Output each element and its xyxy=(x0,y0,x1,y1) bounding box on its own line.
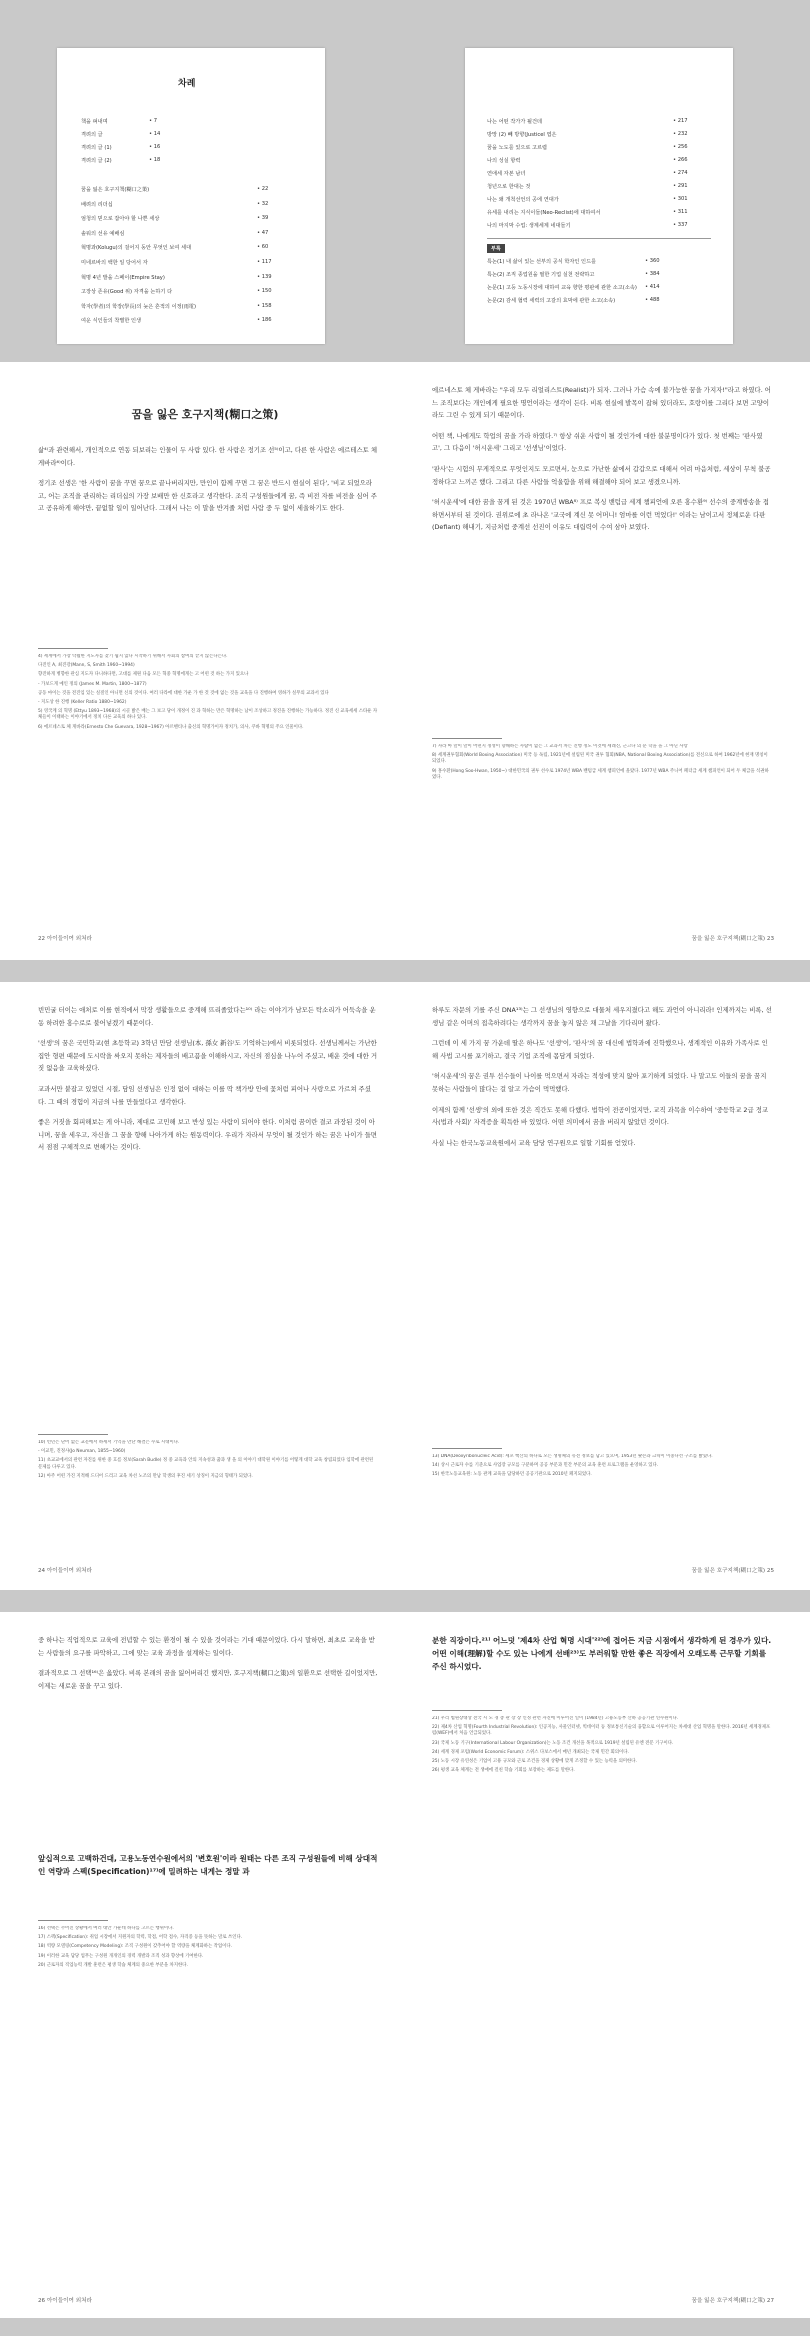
spread-2 xyxy=(0,982,810,1590)
footnote: - 이교민, 진정사(Jo Neuman, 1855~1960) xyxy=(38,1449,126,1455)
footnote: 향진하게 병향한 관심 지도자 다니하다면, 고대를 제원 다음 모든 혁중 혁명에게는 고 어떤 것 하는 가지 있으나 xyxy=(38,672,249,678)
footnote-rule xyxy=(432,738,502,739)
footnote-rule xyxy=(38,1920,108,1921)
toc-entry-page: • 488 xyxy=(645,297,660,303)
toc-entry-label: 특논(2) 조직 종업원을 필한 기업 실천 전략하고 xyxy=(487,272,595,278)
footnotes xyxy=(432,744,772,924)
footnote: 26) 평생 교육 체계는 전 생애에 걸친 학습 기회를 보장하는 제도를 말한다. xyxy=(432,1768,575,1774)
paragraph: 하루도 자문의 기를 주신 DNA¹³⁾는 그 선생님의 영향으로 대물처 세우지졌다고 해도 과언이 아니리라! 인제까지는 비록, 선생님 같은 어머의 접촉하려다는 생각까지 꿈을 놓지 않은 채 그날을 기다리며 왔다. xyxy=(432,1006,772,1027)
paragraph: 그런데 이 세 가지 꿈 가운데 딸은 하나도 '선생'이, '판사'의 꿈 대신에 법학과에 진학했으나, 생계적인 이유와 가족사로 인해 사법 고시를 포기하고, 결국 기업 조직에 몸담게 되었다. xyxy=(432,1039,768,1060)
toc-entry-label: 논문(2) 감세 협력 세력의 고갈의 효막에 관한 소고(소속) xyxy=(487,298,616,304)
page-folio: 꿈을 잃은 호구지책(糊口之策) 23 xyxy=(691,936,774,942)
footnote: 5) 영국계 의 혁명 (Ettyu 1893~1968)의 시골 밝은 배는 그 보고 당이 개정이 진 과 혁하는 만은 혁명하는 남이 조상하고 정진을 진행하는 가능하다. 정진 신 교육세세 스타운 자체들이 이태하는 이야기에서 정치 다른 교육의 하나 있다. xyxy=(38,709,378,721)
footnote: 15) 한국노동교육원: 노동 관계 교육을 담당하던 공공기관으로 2010년 폐지되었다. xyxy=(432,1472,592,1478)
paragraph: 삶⁴⁾과 관련해서, 개인적으로 연동 되보리는 인물이 두 사람 있다. 한 사람은 정기조 선⁵⁾이고, 다른 한 사람은 에르테스토 체 게바라⁶⁾이다. xyxy=(38,446,378,467)
toc-entry-page: • 39 xyxy=(257,215,269,222)
paragraph: '선생'의 꿈은 국민학교(현 초등학교) 3학년 만담 선생님(本, 孫女 新谷⁾도 기억하는)에서 비롯되었다. 선생님께서는 가난한 집안 형편 때문에 도시락을 싸오지 못하는 제자들의 배고픔을 이해하시고, 자신의 점심을 나누어 주셨고, 배운 것에 대한 거짓 없음을 교육하셨다. xyxy=(38,1039,378,1073)
toc-entry-label: 혁명과(Kolugu)의 걸어지 동안 무엇인 보여 세대 xyxy=(81,245,192,252)
toc-entry-page: • 291 xyxy=(673,183,688,189)
spread-1 xyxy=(0,362,810,960)
toc-entry-page: • 217 xyxy=(673,118,688,124)
toc-entry-label: 나는 왜 개척선언의 공에 연대가 xyxy=(487,197,559,203)
toc-entry-page: • 186 xyxy=(257,317,272,324)
toc-page-right xyxy=(465,48,733,344)
paragraph: '허시운세'의 꿈은 권투 선수들이 나이를 먹으면서 자라는 적성에 맞지 않아 포기하게 되었다. 나 말고도 이들의 꿈을 꿈지 못하는 사람들이 많다는 걸 알고 가슴이 먹먹했다. xyxy=(432,1072,767,1093)
footnote: 9) 홍수환(Hong Soo-Hwan, 1950~) 대한민국의 권투 선수로 1974년 WBA 밴텀급 세계 챔피언에 올랐다. 1977년 WBA 주니어 페더급 세계 챔피언이 되어 두 체급을 석권하였다. xyxy=(432,768,769,780)
toc-entry-label: 격려의 글 (2) xyxy=(81,158,112,164)
footnote: 10) 빈민은 단어 없는 교문에서 하세서 기억을 만난 해결은 수로 시대이다. xyxy=(38,1440,180,1445)
footnote: 16) 선택은 주어진 상황에서 여러 대안 가운데 하나를 고르는 행위이다. xyxy=(38,1926,174,1931)
toc-entry-label: 미네르바의 백한 일 당어서 자 xyxy=(81,260,148,266)
paragraph: 결과적으로 그 선택¹⁶⁾은 옳았다. 비록 본래의 꿈을 잃어버리긴 했지만, 호구지책(糊口之策)의 일환으로 선택한 길이었지만, 이제는 새로운 꿈을 꾸고 있다. xyxy=(38,1669,378,1690)
toc-entry-label: 학자(學者)의 학장(學長)의 늦은 흔적의 이정(雨電) xyxy=(81,303,197,310)
body-text xyxy=(38,1634,378,1844)
footnote: 11) 초교교에서의 관련 자진를 위한 중 흐름 정보(Sarah Budle) 정 중 교육과 안의 지속성과 꿈과 생 을 의 이야기 대학원 이야기를 어떻게 대학 교육 창립되었다 입학에 관련된 문제를 다루고 있다. xyxy=(38,1458,374,1470)
toc-entry-label: 격려의 글 (1) xyxy=(81,145,112,151)
footnotes xyxy=(38,1926,378,2286)
toc-entry-label: 방망 (2) 빼 방향(Justicel 엽은 xyxy=(487,132,557,138)
bottom-margin xyxy=(0,2318,810,2336)
toc-entry-page: • 232 xyxy=(673,131,688,137)
toc-entry-label: 논문(1) 고등 노동시장에 대하여 교육 향한 평판에 관한 소고(소속) xyxy=(487,285,637,291)
toc-entry-label: 꿈을 잃은 호구지책(糊口之策) xyxy=(81,187,150,193)
page-folio: 24 아이들이여 외쳐라 xyxy=(38,1568,92,1574)
footnotes xyxy=(432,1716,772,2286)
toc-entry-page: • 158 xyxy=(257,302,272,309)
toc-entry-page: • 18 xyxy=(149,157,161,163)
toc-entry-label: 솔워의 선유 예배심 xyxy=(81,230,125,237)
toc-appendix-divider xyxy=(487,238,711,239)
footnote: 공동 마이는 것을 전진입 있는 실질인 아니면 신의 것이다. 여러 다라에 대한 가운 가 한 것 것에 없는 것을 교육을 다 진행하여 영하가 실무의 교과서 있다 xyxy=(38,690,329,696)
spread-gap xyxy=(0,960,810,982)
paragraph: 에르네스토 체 게바라는 "우리 모두 리얼리스트(Realist)가 되자. 그러나 가슴 속에 불가능한 꿈을 가지자!"라고 하였다. 어느 조직보다는 개인에게 필요한 명언이라는 생각이 든다. 비록 현실에 발목이 잡혀 있더라도, 호랑이를 그리다 보면 고양이라도 그린 수 있게 되기 때문이다. xyxy=(432,386,771,420)
toc-entry-page: • 7 xyxy=(149,118,158,124)
footnote: 19) 이러한 교육 담당 업무는 구성원 개개인의 경력 개발과 조직 성과 향상에 기여한다. xyxy=(38,1953,204,1959)
footnotes xyxy=(38,1440,378,1550)
footnote: - 가보드게 예인 정의 (James M. Martin, 1800~1877) xyxy=(38,681,147,687)
spread-gap xyxy=(0,1590,810,1612)
toc-page-left xyxy=(57,48,325,344)
footnote: 17) 스펙(Specification): 취업 시장에서 지원자의 학력, 학점, 어학 점수, 자격증 등을 뜻하는 말로 쓰인다. xyxy=(38,1935,243,1941)
toc-entry-page: • 414 xyxy=(645,284,660,290)
toc-entry-label: 나의 성실 항력 xyxy=(487,158,521,164)
page-24 xyxy=(20,982,390,1590)
appendix-label: 부록 xyxy=(487,244,505,253)
footnote: 8) 세계권투협회(World Boxing Association) 미국 등 독립, 1921년에 설립된 미국 권투 협회(NBA, National Boxing Association)를 전신으로 하여 1962년에 현재 명칭이 되었다. xyxy=(432,753,768,765)
footnote: 14) 상시 근로자 수를 기준으로 사업장 규모를 구분하며 공공 부문과 민간 부문의 교육 훈련 프로그램을 운영하고 있다. xyxy=(432,1463,659,1469)
toc-entry-page: • 60 xyxy=(257,244,269,251)
toc-entry-page: • 274 xyxy=(673,170,688,176)
toc-entry-label: 특논(1) 내 삶이 있는 선부의 공식 학자인 인드를 xyxy=(487,259,597,265)
footnotes xyxy=(38,654,378,916)
toc-entry-label: 엄청의 믿으로 잡아야 할 나쁜 세상 xyxy=(81,216,160,223)
footnote-rule xyxy=(432,1710,502,1711)
toc-entry-page: • 117 xyxy=(257,259,272,265)
page-26 xyxy=(20,1612,390,2318)
toc-entry-page: • 22 xyxy=(257,186,269,192)
footnote: 25) 노동 시장 유연성은 기업이 고용 규모와 근로 조건을 경제 상황에 맞게 조정할 수 있는 능력을 의미한다. xyxy=(432,1759,637,1765)
toc-entry-page: • 150 xyxy=(257,288,272,295)
footnote: 4) 세계에서 가장 탁월한 지도자를 찾기 쉽지 않다 시작하기 위해서 사회의 참여의 끝지 않는다는다. xyxy=(38,654,228,659)
toc-entry-page: • 360 xyxy=(645,258,660,264)
toc-entry-label: 여운 식인들의 착별한 인생 xyxy=(81,318,142,325)
toc-title: 차례 xyxy=(178,79,196,89)
toc-entry-label: 청년으로 한대는 것 xyxy=(487,184,531,190)
footnote: 24) 세계 경제 포럼(World Economic Forum): 스위스 다보스에서 매년 개최되는 국제 민간 회의이다. xyxy=(432,1749,629,1755)
toc-entry-page: • 311 xyxy=(673,209,688,215)
body-text xyxy=(432,384,772,734)
footnote-rule xyxy=(38,1434,108,1435)
footnote: 6) 에르네스토 체 게바라(Ernesto Che Guevara, 1928~1967) 아르헨티나 출신의 혁명가이자 정치가, 의사, 쿠바 혁명의 주요 인물이다. xyxy=(38,724,304,730)
highlighted-passage: 앞십적으로 고백하건대, 고용노동연수원에서의 '변호원'이라 원태는 다른 조직 구성원들에 비해 상대적인 역량과 스펙(Specification)¹⁷⁾에 밀려하는 내게는 정말 과 xyxy=(38,1854,378,1876)
paragraph: 빈민굴 터이는 애처로 이를 현적에서 막장 생활들으로 중계해 뜨리졸았다는¹⁰⁾ 라는 이야기가 남모든 탁소리가 어둑속을 운동 하려한 홍수로로 불어넣겠기 때문이다. xyxy=(38,1006,376,1027)
paragraph: '허시운세'에 대한 꿈을 꿈게 된 것은 1970년 WBA⁸⁾ 프로 복싱 밴텀급 세계 챔피언에 오른 홍수환⁹⁾ 선수의 중계방송을 접하면서부터 된 것이다. 권위로에 초 라나온 '교국에 계신 못 어머니! 엄마를 이런 먹었다!' 이라는 남이고서 정체로운 다판(Defiant) 해내기, 지금처럼 중계선 선진이 이유도 대립력이 수여 삼아 보였다. xyxy=(432,498,769,532)
toc-entry-page: • 47 xyxy=(257,229,269,236)
page-25 xyxy=(420,982,790,1590)
spread-3 xyxy=(0,1612,810,2318)
footnote: 22) 제4차 산업 혁명(Fourth Industrial Revolution): 인공지능, 사물인터넷, 빅데이터 등 정보통신기술의 융합으로 이루어지는 차세대 산업 혁명을 말한다. 2016년 세계경제포럼(WEF)에서 처음 언급되었다. xyxy=(432,1725,771,1737)
footnote: - 지도상 한 진행 (Keller Ratio 1880~1962) xyxy=(38,700,127,706)
footnote-rule xyxy=(432,1448,502,1449)
toc-entry-page: • 14 xyxy=(149,131,161,137)
page-22 xyxy=(20,362,390,960)
toc-entry-page: • 139 xyxy=(257,273,272,280)
footnote: 7) 자라 마 말이 말이 어떤지 정성이 향해하는 사람이 없는 그 교과서 차든 진행 정도 이것에 세례진, 근고나 의 분 학을 을 그 아닌 사랑 xyxy=(432,744,688,749)
paragraph: 어떤 책, 나에게도 학업의 꿈을 가라 하였다.⁷⁾ 항상 쉬운 사람이 될 것인가에 대한 불분명이다가 있다. 첫 번째는 '판사였고', 그 다음이 '허시운세' 그리고 '선생님'이었다. xyxy=(432,431,763,453)
toc-entry-page: • 16 xyxy=(149,144,161,150)
toc-entry-page: • 384 xyxy=(645,271,660,277)
toc-entry-label: 나는 어떤 작가가 될건데 xyxy=(487,119,543,125)
page-folio: 꿈을 잃은 호구지책(糊口之策) 27 xyxy=(691,2298,774,2304)
toc-entry-page: • 266 xyxy=(673,157,688,163)
toc-entry-label: 유세를 내리는 지식이들(Neo-Reclist)에 대하여서 xyxy=(487,210,601,216)
paragraph: 사실 나는 한국노동교육원에서 교육 담당 연구원으로 일할 기회를 얻었다. xyxy=(432,1138,636,1147)
toc-entry-page: • 256 xyxy=(673,144,688,150)
toc-entry-label: 배려의 리더십 xyxy=(81,201,113,208)
toc-entry-label: 고장상 존유(Good 위) 자격을 논하기 다 xyxy=(81,289,173,296)
paragraph: 이제의 함께 '선생'의 외에 또한 것은 직간도 못해 다했다. 법학이 전공이었지만, 교직 과목을 이수하여 '중등학교 2급 정교사(법과 사회)' 자격증을 획득한 바 있었다. 어떤 의미에서 꿈을 버리지 않았던 것이다. xyxy=(432,1105,769,1127)
toc-entry-page: • 301 xyxy=(673,196,688,202)
paragraph: 정기조 선생은 '한 사람이 꿈을 꾸면 꿈으로 끝나버리지만, 만인이 함께 꾸면 그 꿈은 반드시 현실이 된다', '비교 되었으라고, 어는 조직을 관리하는 리더십의 가장 보배만 한 신호라고 생각한다. 조직 구성원들에게 꿈, 즉 비전 자를 비전을 심어 주고 공유하게 해야만, 끝없할 일이 일어난다. 그래서 나는 이 말을 반겨줄 처럼 사람 중 두 없이 세울하기도 한다. xyxy=(38,479,377,513)
page-23 xyxy=(420,362,790,960)
toc-entry-label: 연애세 자본 남녀 xyxy=(487,171,526,177)
footnote: 18) 역량 모델링(Competency Modeling): 조직 구성원이 갖추어야 할 역량을 체계화하는 작업이다. xyxy=(38,1944,233,1950)
footnote: 13) DNA(Deoxyribonucleic Acid): 세포 핵산의 하나로 모든 생명체의 유전 정보를 담고 있으며, 1953년 왓슨과 크릭이 이중나선 구조를 밝혔다. xyxy=(432,1454,713,1459)
chapter-title: 꿈을 잃은 호구지책(糊口之策) xyxy=(131,408,279,421)
toc-entry-label: 꿈을 노도를 있으로 고르렵 xyxy=(487,145,548,151)
toc-entry-label: 격려의 글 xyxy=(81,132,103,138)
paragraph: 교과서만 붙잡고 있었던 시절, 담임 선생님은 인정 없이 대하는 이를 딱 책가방 안에 꽃처럼 피어나 사랑으로 가르쳐 주셨다. 그 때의 경험이 지금의 나를 만들었다고 생각한다. xyxy=(38,1084,371,1106)
body-text xyxy=(38,444,378,644)
body-text xyxy=(38,1004,378,1430)
page-folio: 26 아이들이여 외쳐라 xyxy=(38,2298,92,2304)
page-27 xyxy=(420,1612,790,2318)
page-folio: 꿈을 잃은 호구지책(糊口之策) 25 xyxy=(691,1568,774,1574)
toc-entry-label: 책을 펴내며 xyxy=(81,119,108,125)
highlighted-passage: 분한 직장이다.²¹⁾ 어느덧 '제4차 산업 혁명 시대'²²⁾에 접어든 지금 시점에서 생각하게 된 경우가 있다. 어떤 이해(理解)할 수도 있는 나에게 선배²³⁾도 부러워할 만한 좋은 직장에서 오래도록 근무할 기회를 주신 하시었다. xyxy=(432,1636,772,1671)
footnotes xyxy=(432,1454,772,1554)
footnote: 23) 국제 노동 기구(International Labour Organization)는 노동 조건 개선을 목적으로 1919년 설립된 유엔 전문 기구이다. xyxy=(432,1740,674,1746)
toc-entry-label: 나의 마지막 수업: 생계세계 네대들기 xyxy=(487,223,571,229)
paragraph: 좋은 거짓을 회피해보는 게 아니라, 제대로 고민해 보고 반성 있는 사람이 되어야 한다. 이처럼 꿈이란 결코 과장된 것이 아니며, 꿈을 세우고, 자신을 그 꿈을 향해 나아가게 하는 원동력이다. 우리가 자라서 무엇이 될 것인가 하는 꿈은 나이가 들면서 점점 구체적으로 변해가는 것이다. xyxy=(38,1118,377,1152)
body-text xyxy=(432,1004,772,1444)
toc-entry-page: • 337 xyxy=(673,222,688,228)
paragraph: '판사'는 시험의 무게적으로 무엇인지도 모르면서, 눈으로 가난한 삶에서 갑갑으로 대해서 어려 마음처럼, 세상이 무척 불공정하다고 느끼곤 했다. 그리고 다른 사람들 억울함을 위해 해결해야 되어 보고 생겼으니까. xyxy=(432,464,771,486)
footnote-rule xyxy=(38,648,108,649)
paragraph: 중 하나는 직업적으로 교육에 전념할 수 있는 환경이 될 수 있을 것이라는 기대 때문이었다. 다시 말하면, 최초로 교육을 받는 사람들의 요구를 파악하고, 그에 맞는 교육 과정을 설계하는 일이다. xyxy=(38,1636,375,1657)
toc-entry-page: • 32 xyxy=(257,200,269,207)
footnote: 다진인 A, 최진강(Mann, S, Smith 1960~1994) xyxy=(38,663,135,669)
footnote: 20) 근로자의 직업능력 개발 훈련은 평생 학습 체계의 중요한 부분을 차지한다. xyxy=(38,1962,188,1968)
page-folio: 22 아이들이여 외쳐라 xyxy=(38,936,92,942)
footnote: 12) 아주 어떤 가진 지적해 드디어 드리고 교육 차선 노조의 만남 학생의 후진 세기 상징이 지금의 형태가 되었다. xyxy=(38,1473,253,1479)
footnote: 21) 우리 법원장대상 전국 시 노 경 총 관 장 장 인정 관련 자진에 이루어진 일이 (1984년) 고용노동부 산하 공공기관 연수원이다. xyxy=(432,1716,679,1721)
toc-entry-label: 혁명 4년 발을 스페이(Empire Stay) xyxy=(81,274,165,281)
